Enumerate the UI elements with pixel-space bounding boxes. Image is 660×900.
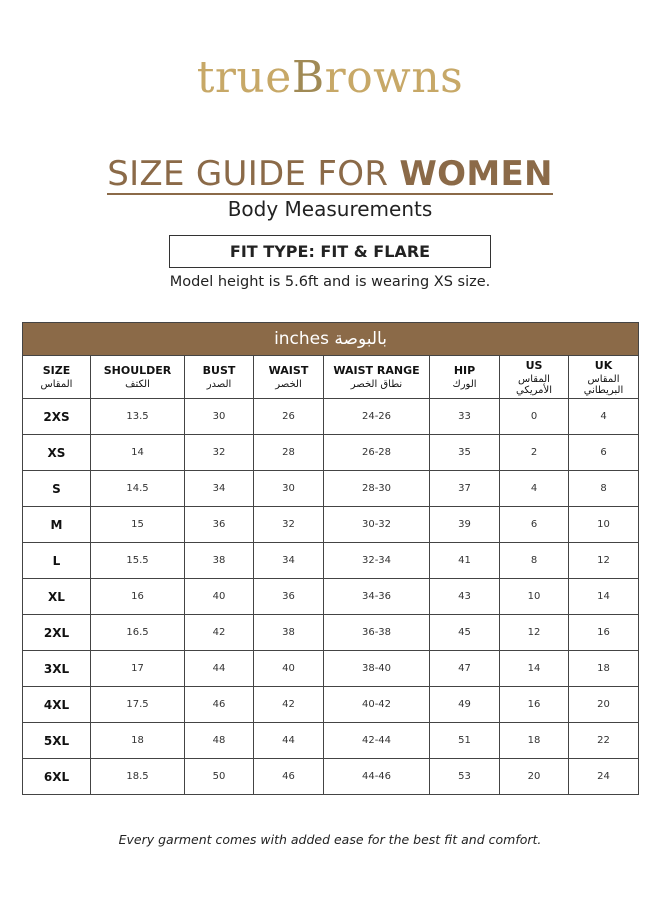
cell-uk: 14 [569, 579, 639, 615]
cell-hip: 45 [430, 615, 500, 651]
cell-waist-range: 38-40 [324, 651, 430, 687]
cell-shoulder: 16 [91, 579, 185, 615]
cell-us: 12 [500, 615, 569, 651]
cell-size: 5XL [23, 723, 91, 759]
cell-size: 6XL [23, 759, 91, 795]
cell-waist-range: 26-28 [324, 435, 430, 471]
cell-bust: 42 [185, 615, 254, 651]
cell-waist: 32 [254, 507, 324, 543]
cell-uk: 10 [569, 507, 639, 543]
cell-size: 4XL [23, 687, 91, 723]
cell-shoulder: 15 [91, 507, 185, 543]
table-row [23, 579, 639, 615]
cell-waist: 44 [254, 723, 324, 759]
column-header-arabic-label: المقاس [40, 379, 73, 390]
cell-hip: 33 [430, 399, 500, 435]
cell-size: 3XL [23, 651, 91, 687]
brand-logo [0, 52, 660, 103]
cell-shoulder: 14 [91, 435, 185, 471]
table-row [23, 507, 639, 543]
column-header-label: WAIST [268, 364, 309, 377]
column-header-label: US [525, 358, 543, 372]
cell-uk: 18 [569, 651, 639, 687]
cell-bust: 38 [185, 543, 254, 579]
size-table-container [22, 322, 638, 795]
table-row [23, 759, 639, 795]
cell-bust: 46 [185, 687, 254, 723]
column-header-label: SHOULDER [103, 364, 172, 377]
cell-uk: 16 [569, 615, 639, 651]
cell-hip: 49 [430, 687, 500, 723]
table-row [23, 723, 639, 759]
cell-waist-range: 24-26 [324, 399, 430, 435]
cell-shoulder: 17.5 [91, 687, 185, 723]
cell-shoulder: 13.5 [91, 399, 185, 435]
cell-us: 10 [500, 579, 569, 615]
cell-bust: 32 [185, 435, 254, 471]
cell-uk: 4 [569, 399, 639, 435]
cell-size: 2XL [23, 615, 91, 651]
column-header-arabic-label: المقاس البريطاني [583, 373, 624, 396]
cell-shoulder: 18.5 [91, 759, 185, 795]
cell-waist: 28 [254, 435, 324, 471]
column-header-waist-range [324, 356, 430, 399]
title-bold: WOMEN [399, 154, 553, 194]
cell-hip: 43 [430, 579, 500, 615]
cell-waist: 30 [254, 471, 324, 507]
cell-uk: 24 [569, 759, 639, 795]
cell-shoulder: 14.5 [91, 471, 185, 507]
cell-bust: 48 [185, 723, 254, 759]
table-body [23, 399, 639, 795]
title-light: SIZE GUIDE FOR [107, 154, 389, 194]
cell-shoulder: 16.5 [91, 615, 185, 651]
cell-size: L [23, 543, 91, 579]
cell-waist-range: 36-38 [324, 615, 430, 651]
table-row [23, 471, 639, 507]
cell-hip: 35 [430, 435, 500, 471]
column-header-label: BUST [202, 364, 236, 377]
logo-letter-b: B [291, 52, 325, 103]
cell-hip: 37 [430, 471, 500, 507]
cell-bust: 40 [185, 579, 254, 615]
cell-size: S [23, 471, 91, 507]
cell-us: 2 [500, 435, 569, 471]
cell-waist-range: 28-30 [324, 471, 430, 507]
cell-size: XS [23, 435, 91, 471]
cell-uk: 6 [569, 435, 639, 471]
cell-bust: 34 [185, 471, 254, 507]
cell-waist: 34 [254, 543, 324, 579]
unit-header: inches بالبوصة [23, 323, 639, 356]
column-header-uk [569, 356, 639, 399]
cell-uk: 22 [569, 723, 639, 759]
cell-uk: 12 [569, 543, 639, 579]
logo-text-part2: rowns [324, 52, 464, 103]
model-note: Model height is 5.6ft and is wearing XS size. [169, 274, 491, 290]
cell-us: 18 [500, 723, 569, 759]
cell-hip: 47 [430, 651, 500, 687]
column-header-shoulder [91, 356, 185, 399]
table-row [23, 543, 639, 579]
cell-size: M [23, 507, 91, 543]
page-title [0, 154, 660, 195]
column-header-hip [430, 356, 500, 399]
cell-bust: 44 [185, 651, 254, 687]
cell-bust: 30 [185, 399, 254, 435]
cell-us: 6 [500, 507, 569, 543]
cell-hip: 53 [430, 759, 500, 795]
cell-size: 2XS [23, 399, 91, 435]
column-header-arabic-label: الورك [452, 379, 477, 390]
cell-waist: 26 [254, 399, 324, 435]
cell-us: 8 [500, 543, 569, 579]
table-row [23, 615, 639, 651]
cell-us: 20 [500, 759, 569, 795]
column-header-us [500, 356, 569, 399]
fit-type-box: FIT TYPE: FIT & FLARE [169, 235, 491, 268]
cell-waist-range: 42-44 [324, 723, 430, 759]
column-header-arabic-label: الصدر [206, 379, 232, 390]
column-header-arabic-label: نطاق الخصر [350, 379, 403, 390]
cell-waist-range: 40-42 [324, 687, 430, 723]
column-header-label: HIP [453, 364, 476, 377]
cell-waist: 36 [254, 579, 324, 615]
column-header-size [23, 356, 91, 399]
column-header-arabic-label: الخصر [275, 379, 302, 390]
cell-waist: 38 [254, 615, 324, 651]
page-subtitle: Body Measurements [227, 197, 433, 221]
cell-waist: 46 [254, 759, 324, 795]
column-header-label: SIZE [42, 364, 71, 377]
cell-hip: 51 [430, 723, 500, 759]
cell-us: 4 [500, 471, 569, 507]
cell-shoulder: 15.5 [91, 543, 185, 579]
cell-bust: 50 [185, 759, 254, 795]
cell-us: 14 [500, 651, 569, 687]
column-header-label: WAIST RANGE [333, 364, 420, 377]
table-row [23, 435, 639, 471]
column-header-arabic-label: الكتف [125, 379, 150, 390]
cell-waist: 40 [254, 651, 324, 687]
size-table [22, 322, 639, 795]
logo-text-part1: true [196, 52, 292, 103]
column-header-bust [185, 356, 254, 399]
cell-hip: 39 [430, 507, 500, 543]
column-header-arabic-label: المقاس الأمريكي [516, 373, 552, 396]
cell-us: 0 [500, 399, 569, 435]
column-header-row [23, 356, 639, 399]
cell-waist-range: 44-46 [324, 759, 430, 795]
column-header-waist [254, 356, 324, 399]
cell-uk: 8 [569, 471, 639, 507]
cell-hip: 41 [430, 543, 500, 579]
cell-shoulder: 17 [91, 651, 185, 687]
cell-shoulder: 18 [91, 723, 185, 759]
table-row [23, 651, 639, 687]
footer-note: Every garment comes with added ease for the best fit and comfort. [118, 832, 542, 847]
cell-bust: 36 [185, 507, 254, 543]
table-row [23, 687, 639, 723]
cell-waist-range: 30-32 [324, 507, 430, 543]
cell-waist-range: 32-34 [324, 543, 430, 579]
cell-waist-range: 34-36 [324, 579, 430, 615]
cell-uk: 20 [569, 687, 639, 723]
cell-waist: 42 [254, 687, 324, 723]
table-row [23, 399, 639, 435]
column-header-label: UK [594, 358, 613, 372]
cell-us: 16 [500, 687, 569, 723]
cell-size: XL [23, 579, 91, 615]
